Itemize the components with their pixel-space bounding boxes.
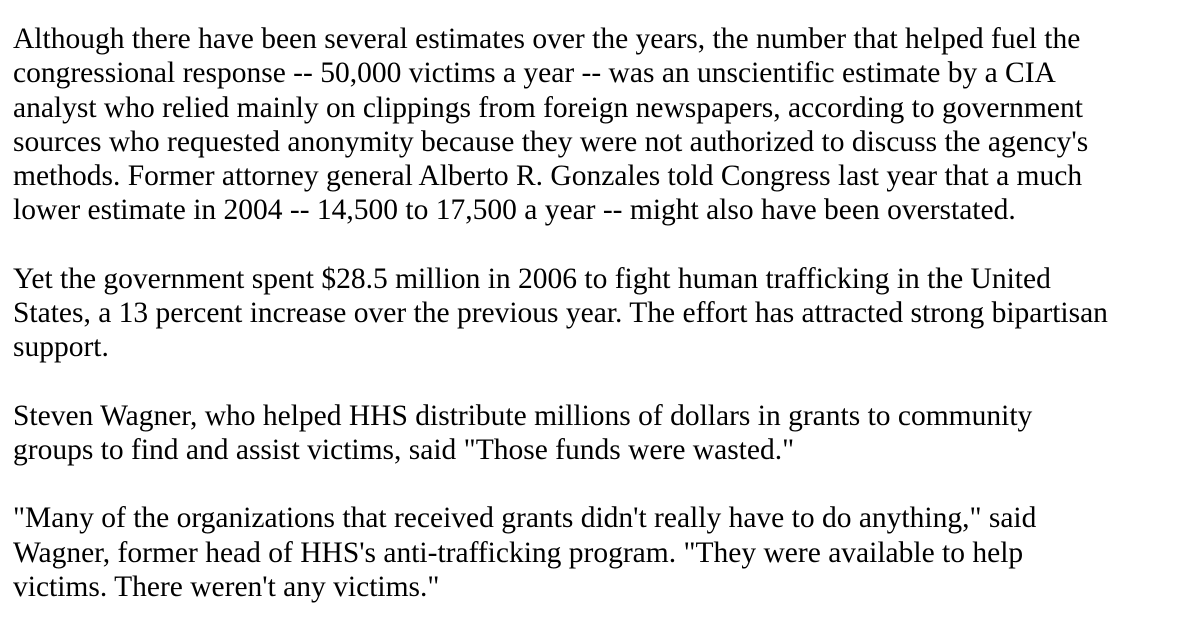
text-line: support. bbox=[13, 331, 109, 364]
text-line: analyst who relied mainly on clippings from foreign newspapers, according to government bbox=[13, 91, 1083, 124]
text-line: States, a 13 percent increase over the previous year. The effort has attracted strong bipartisan bbox=[13, 297, 1108, 330]
text-line: Steven Wagner, who helped HHS distribute millions of dollars in grants to community bbox=[13, 399, 1033, 432]
text-line: sources who requested anonymity because they were not authorized to discuss the agency's bbox=[13, 125, 1089, 158]
paragraph-wagner-quote bbox=[13, 501, 1188, 604]
text-line: groups to find and assist victims, said "Those funds were wasted." bbox=[13, 433, 795, 466]
text-line: Wagner, former head of HHS's anti-trafficking program. "They were available to help bbox=[13, 536, 1024, 569]
text-line: Yet the government spent $28.5 million in 2006 to fight human trafficking in the United bbox=[13, 262, 1051, 295]
text-line: Although there have been several estimates over the years, the number that helped fuel the bbox=[13, 23, 1081, 55]
article-text bbox=[13, 22, 1188, 604]
text-line: "Many of the organizations that received grants didn't really have to do anything," said bbox=[13, 502, 1037, 535]
text-line: victims. There weren't any victims." bbox=[13, 570, 440, 603]
text-line: lower estimate in 2004 -- 14,500 to 17,500 a year -- might also have been overstated. bbox=[13, 194, 1016, 227]
text-line: congressional response -- 50,000 victims a year -- was an unscientific estimate by a CIA bbox=[13, 57, 1056, 90]
paragraph-spending bbox=[13, 262, 1188, 365]
paragraph-estimates bbox=[13, 22, 1188, 228]
text-line: methods. Former attorney general Alberto R. Gonzales told Congress last year that a much bbox=[13, 160, 1083, 193]
paragraph-wagner-statement bbox=[13, 399, 1188, 468]
